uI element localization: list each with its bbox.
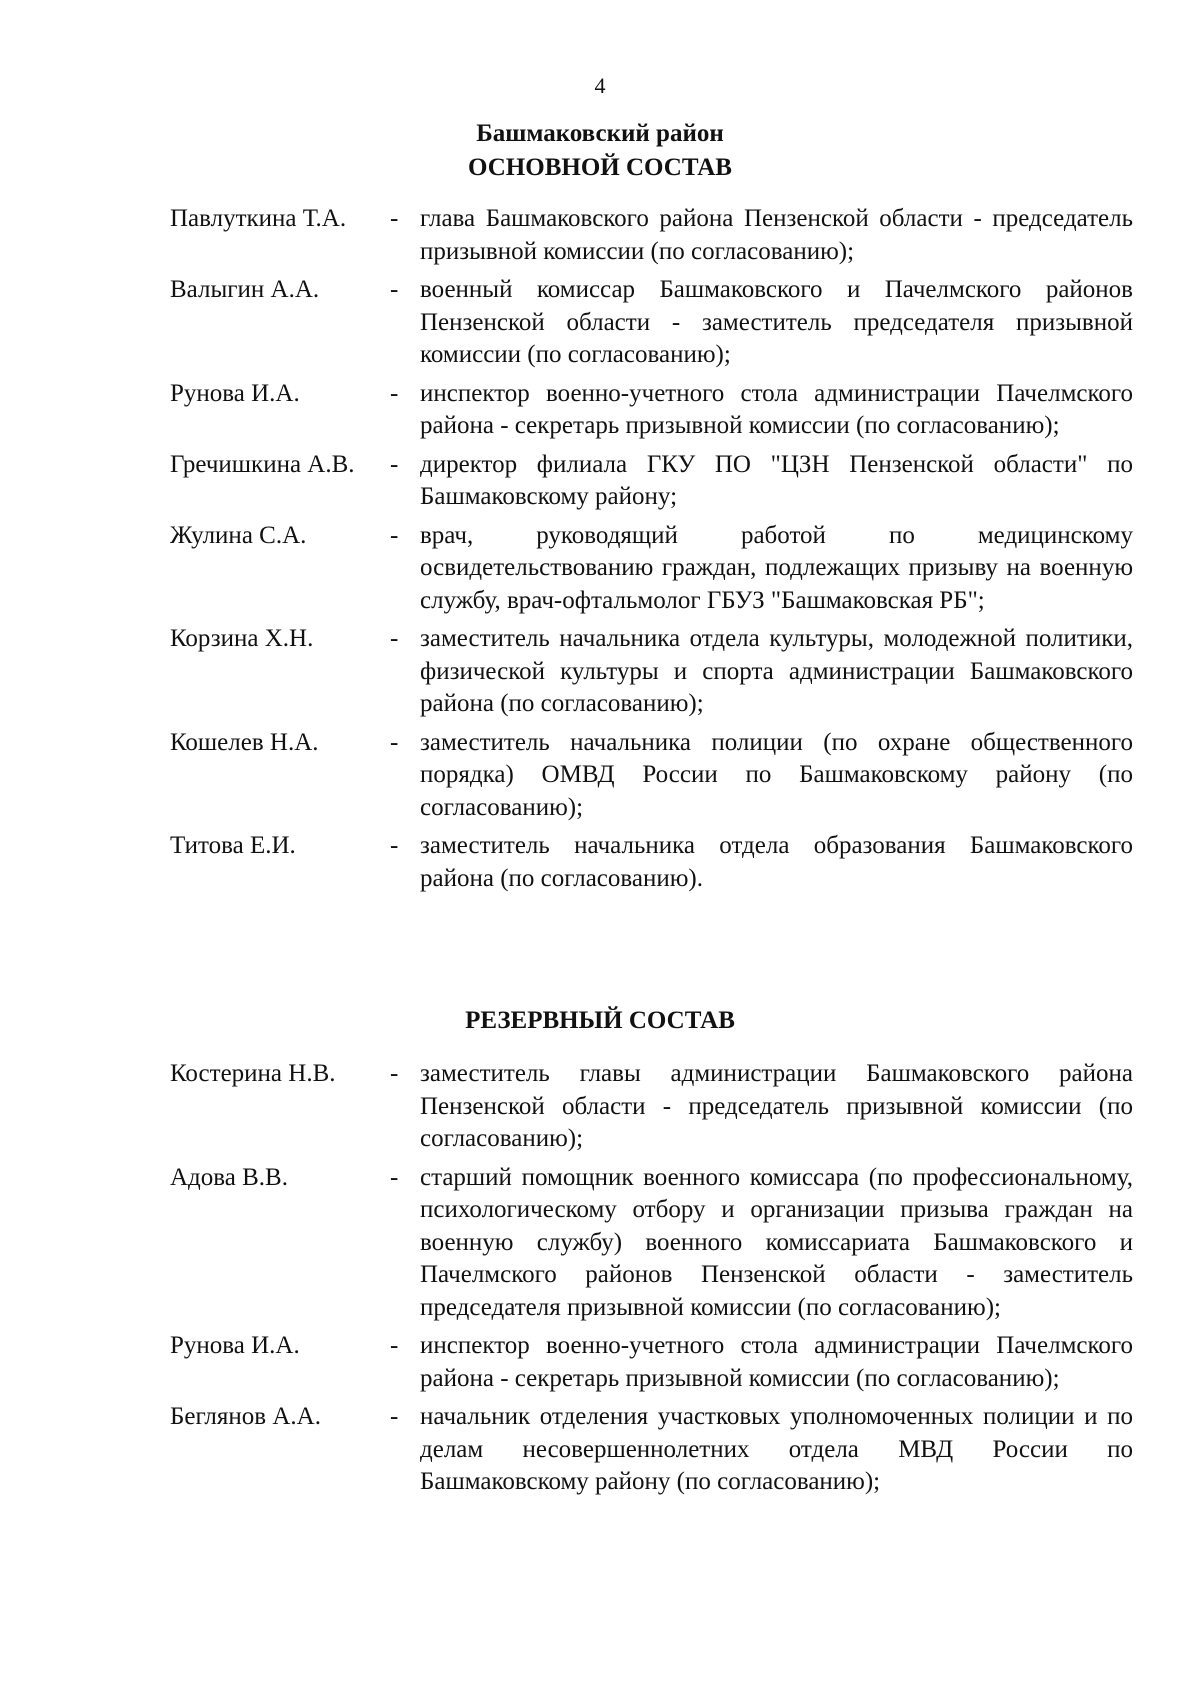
member-entry (170, 623, 1145, 721)
member-role: заместитель главы администрации Башмаковского района Пензенской области - председатель призывной комиссии (по согласованию); (420, 1060, 1133, 1152)
main-composition-title: ОСНОВНОЙ СОСТАВ (468, 154, 732, 181)
district-title: Башмаковский район (476, 120, 724, 147)
member-name: Рунова И.А. (170, 379, 300, 407)
member-dash: - (390, 1060, 399, 1087)
member-dash: - (390, 205, 399, 232)
reserve-members-list (170, 1058, 1145, 1505)
member-name: Корзина Х.Н. (170, 625, 314, 652)
main-members-list (170, 203, 1145, 901)
page-number: 4 (594, 73, 606, 98)
member-role: военный комиссар Башмаковского и Пачелмского районов Пензенской области - заместитель председателя призывной комиссии (по согласованию); (420, 276, 1133, 368)
member-dash: - (390, 728, 399, 756)
member-role: заместитель начальника отдела образования Башмаковского района (по согласованию). (420, 832, 1133, 892)
member-role: инспектор военно-учетного стола администрации Пачелмского района - секретарь призывной комиссии (по согласованию); (420, 1332, 1133, 1392)
member-name: Рунова И.А. (170, 1332, 300, 1359)
member-dash: - (390, 832, 399, 859)
member-role: заместитель начальника полиции (по охране общественного порядка) ОМВД России по Башмаковскому району (по согласованию); (420, 728, 1133, 821)
member-dash: - (390, 276, 399, 303)
member-entry (170, 449, 1145, 514)
member-role: заместитель начальника отдела культуры, молодежной политики, физической культуры и спорта администрации Башмаковского района (по согласованию); (420, 625, 1133, 717)
member-dash: - (390, 1332, 399, 1359)
member-dash: - (390, 1163, 399, 1191)
member-name: Беглянов А.А. (170, 1403, 321, 1430)
member-role: старший помощник военного комиссара (по профессиональному, психологическому отбору и организации призыва граждан на военную службу) военного комиссариата Башмаковского и Пачелмского районов Пензенской области - заместитель председателя призывной комиссии (по согласованию); (420, 1163, 1133, 1321)
member-entry (170, 1162, 1145, 1325)
member-name: Павлуткина Т.А. (170, 205, 347, 232)
reserve-composition-title: РЕЗЕРВНЫЙ СОСТАВ (465, 1007, 735, 1034)
member-entry (170, 1401, 1145, 1499)
member-role: инспектор военно-учетного стола администрации Пачелмского района - секретарь призывной комиссии (по согласованию); (420, 379, 1133, 439)
member-name: Костерина Н.В. (170, 1060, 336, 1087)
member-name: Гречишкина А.В. (170, 450, 355, 478)
member-dash: - (390, 1403, 399, 1430)
member-entry (170, 520, 1145, 618)
member-entry (170, 727, 1145, 825)
member-dash: - (390, 625, 399, 652)
member-role: директор филиала ГКУ ПО "ЦЗН Пензенской области" по Башмаковскому району; (420, 450, 1133, 510)
member-role: начальник отделения участковых уполномоченных полиции и по делам несовершеннолетних отдела МВД России по Башмаковскому району (по согласованию); (420, 1403, 1133, 1495)
member-name: Титова Е.И. (170, 832, 296, 859)
member-name: Адова В.В. (170, 1163, 288, 1191)
member-name: Валыгин А.А. (170, 276, 320, 303)
member-name: Жулина С.А. (170, 521, 307, 549)
member-entry (170, 1058, 1145, 1156)
member-role: врач, руководящий работой по медицинскому освидетельствованию граждан, подлежащих призыву на военную службу, врач-офтальмолог ГБУЗ "Башмаковская РБ"; (420, 521, 1133, 614)
member-name: Кошелев Н.А. (170, 728, 319, 756)
member-role: глава Башмаковского района Пензенской области - председатель призывной комиссии (по согласованию); (420, 205, 1133, 265)
member-entry (170, 830, 1145, 895)
member-dash: - (390, 379, 399, 407)
member-entry (170, 203, 1145, 268)
member-entry (170, 1330, 1145, 1395)
member-entry (170, 274, 1145, 372)
member-dash: - (390, 450, 399, 478)
member-dash: - (390, 521, 399, 549)
member-entry (170, 378, 1145, 443)
